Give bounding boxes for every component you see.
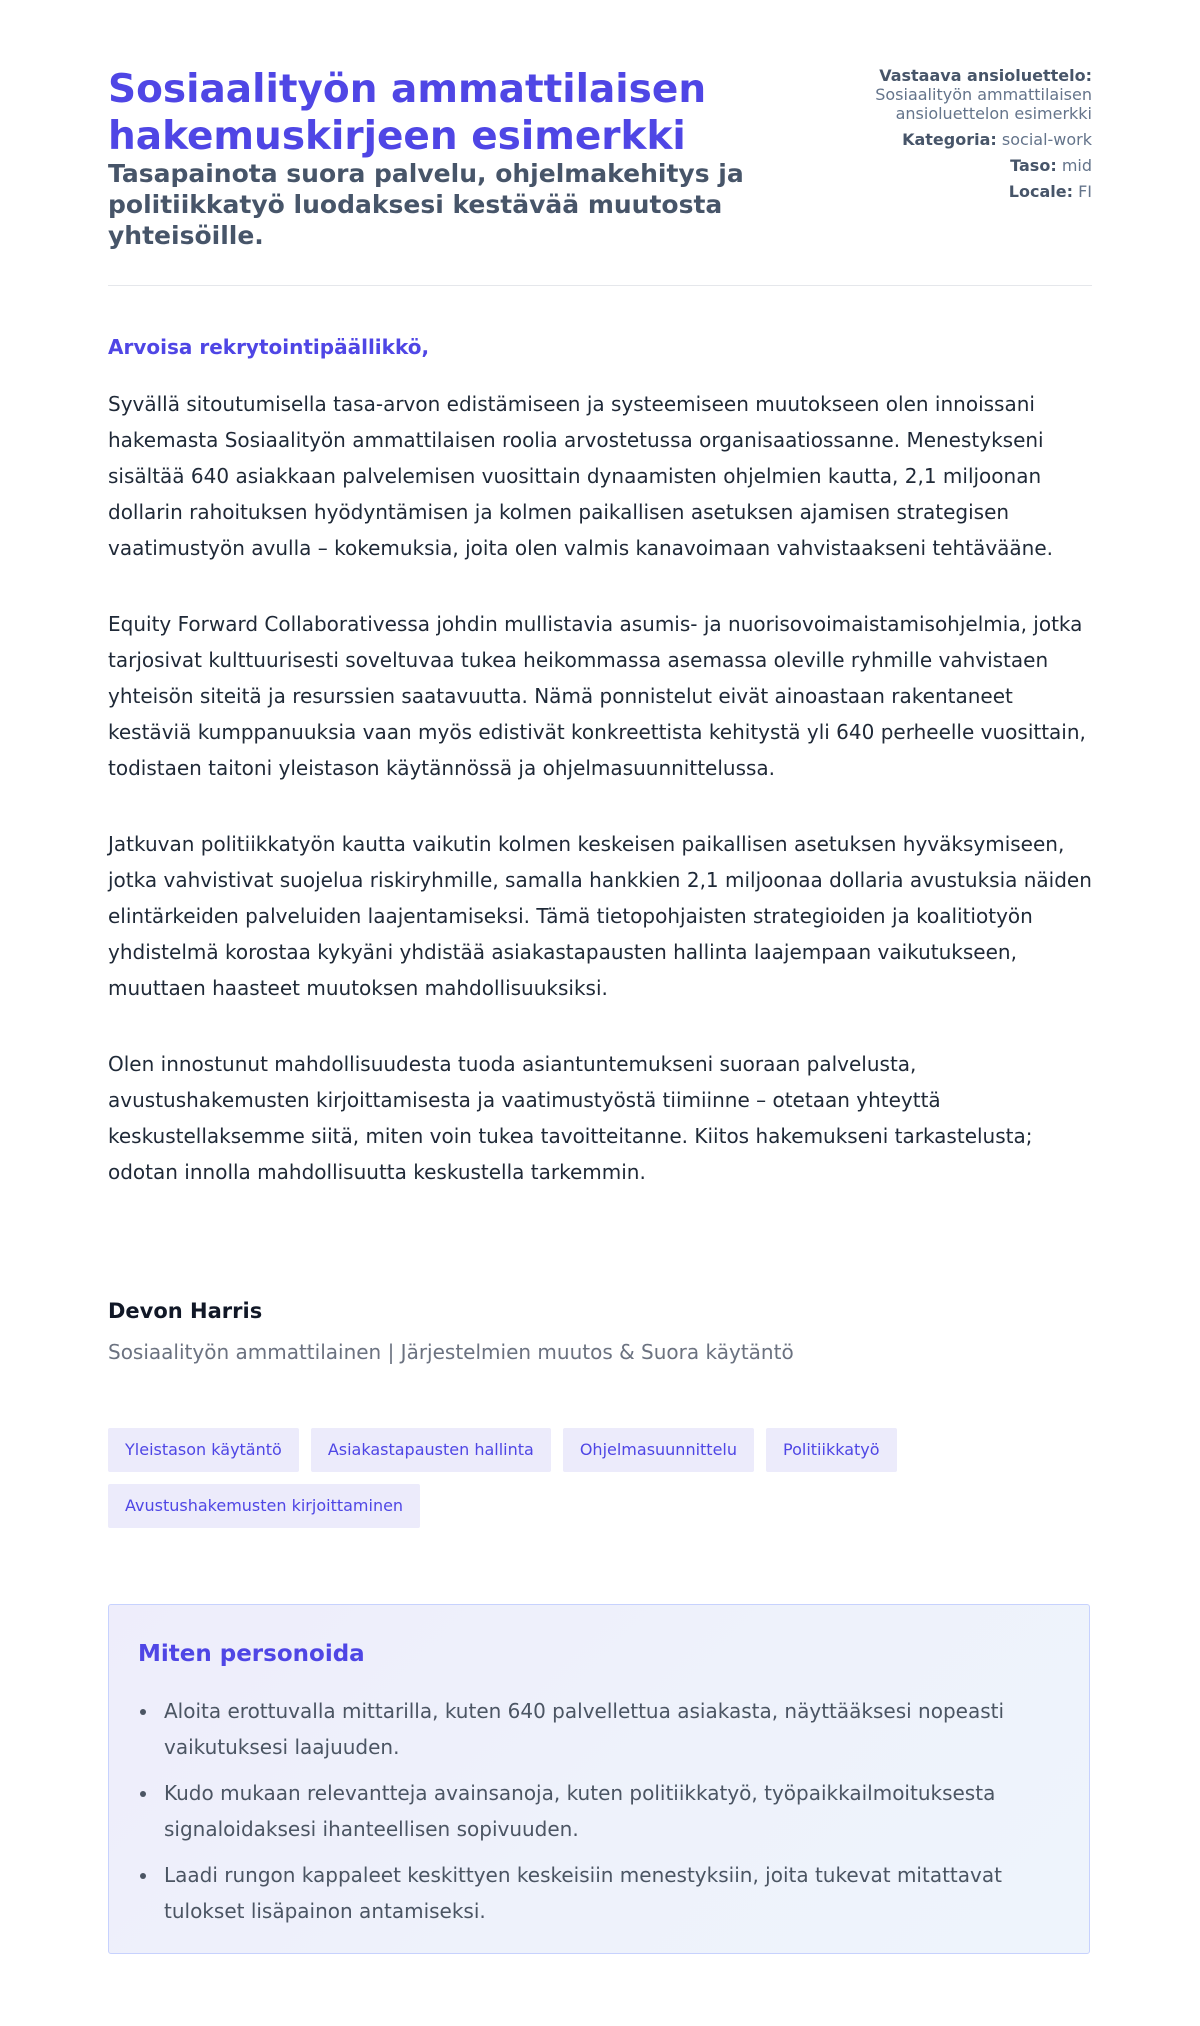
letter-paragraph: Syvällä sitoutumisella tasa-arvon edistämiseen ja systeemiseen muutokseen olen innoissani hakemasta Sosiaalityön ammattilaisen roolia arvostetussa organisaatiossanne. Menestykseni sisältää 640 asiakkaan palvelemisen vuosittain dynaamisten ohjelmien kautta, 2,1 miljoonan dollarin rahoituksen hyödyntämisen ja kolmen paikallisen asetuksen ajamisen strategisen vaatimustyön avulla – kokemuksia, joita olen valmis kanavoimaan vahvistaakseni tehtävääne. [108,392,1053,560]
tip-item: Aloita erottuvalla mittarilla, kuten 640 palvellettua asiakasta, näyttääksesi nopeasti vaikutuksesi laajuuden. [138,1693,1058,1765]
meta-category-value: social-work [1001,130,1092,149]
meta-locale-value: FI [1078,182,1092,201]
skill-tags [108,1428,1092,1528]
meta-category-label: Kategoria: [902,130,997,149]
skill-tag: Yleistason käytäntö [108,1428,299,1472]
skill-tag: Politiikkatyö [766,1428,897,1472]
meta-level [792,156,1092,175]
tip-item: Kudo mukaan relevantteja avainsanoja, kuten politiikkatyö, työpaikkailmoituksesta signaloidaksesi ihanteellisen sopivuuden. [138,1775,1058,1847]
skill-tag: Ohjelmasuunnittelu [563,1428,754,1472]
meta-resume-label: Vastaava ansioluettelo: [879,66,1092,85]
meta-locale [792,182,1092,201]
meta-level-value: mid [1061,156,1092,175]
letter-body [108,386,1092,1230]
meta-resume-link[interactable]: Sosiaalityön ammattilaisen ansioluettelon esimerkki [875,85,1092,123]
letter-paragraph: Jatkuvan politiikkatyön kautta vaikutin kolmen keskeisen paikallisen asetuksen hyväksymiseen, jotka vahvistivat suojelua riskiryhmille, samalla hankkien 2,1 miljoonaa dollaria avustuksia näiden elintärkeiden palveluiden laajentamiseksi. Tämä tietopohjaisten strategioiden ja koalitiotyön yhdistelmä korostaa kykyäni yhdistää asiakastapausten hallinta laajempaan vaikutukseen, muuttaen haasteet muutoksen mahdollisuuksiksi. [108,832,1092,1000]
meta-related-resume [792,66,1092,123]
letter-paragraph: Olen innostunut mahdollisuudesta tuoda asiantuntemukseni suoraan palvelusta, avustushakemusten kirjoittamisesta ja vaatimustyöstä tiimiinne – otetaan yhteyttä keskustellaksemme siitä, miten voin tukea tavoitteitanne. Kiitos hakemukseni tarkastelusta; odotan innolla mahdollisuutta keskustella tarkemmin. [108,1052,1033,1184]
skill-tag: Avustushakemusten kirjoittaminen [108,1484,420,1528]
meta-panel [792,66,1092,208]
skill-tag: Asiakastapausten hallinta [311,1428,551,1472]
page-subtitle: Tasapainota suora palvelu, ohjelmakehitys ja politiikkatyö luodaksesi kestävää muutosta yhteisöille. [108,159,744,250]
tips-list [138,1693,1058,1939]
letter-salutation: Arvoisa rekrytointipäällikkö, [108,335,430,359]
page-content [108,0,1092,1923]
personalize-tips-box [108,1604,1090,1954]
meta-locale-label: Locale: [1008,182,1073,201]
letter-paragraph: Equity Forward Collaborativessa johdin mullistavia asumis- ja nuorisovoimaistamisohjelmia, jotka tarjosivat kulttuurisesti soveltuvaa tukea heikommassa asemassa oleville ryhmille vahvistaen yhteisön siteitä ja resurssien saatavuutta. Nämä ponnistelut eivät ainoastaan rakentaneet kestäviä kumppanuuksia vaan myös edistivät konkreettista kehitystä yli 640 perheelle vuosittain, todistaen taitoni yleistason käytännössä ja ohjelmasuunnittelussa. [108,612,1086,780]
page-title: Sosiaalityön ammattilaisen hakemuskirjeen esimerkki [108,67,707,159]
page-header [108,0,1092,286]
tip-item: Laadi rungon kappaleet keskittyen keskeisiin menestyksiin, joita tukevat mitattavat tulokset lisäpainon antamiseksi. [138,1857,1058,1929]
meta-level-label: Taso: [1010,156,1057,175]
signature-title: Sosiaalityön ammattilainen | Järjestelmien muutos & Suora käytäntö [108,1340,794,1364]
signature-name: Devon Harris [108,1299,263,1323]
tips-title: Miten personoida [138,1641,365,1667]
meta-category [792,130,1092,149]
